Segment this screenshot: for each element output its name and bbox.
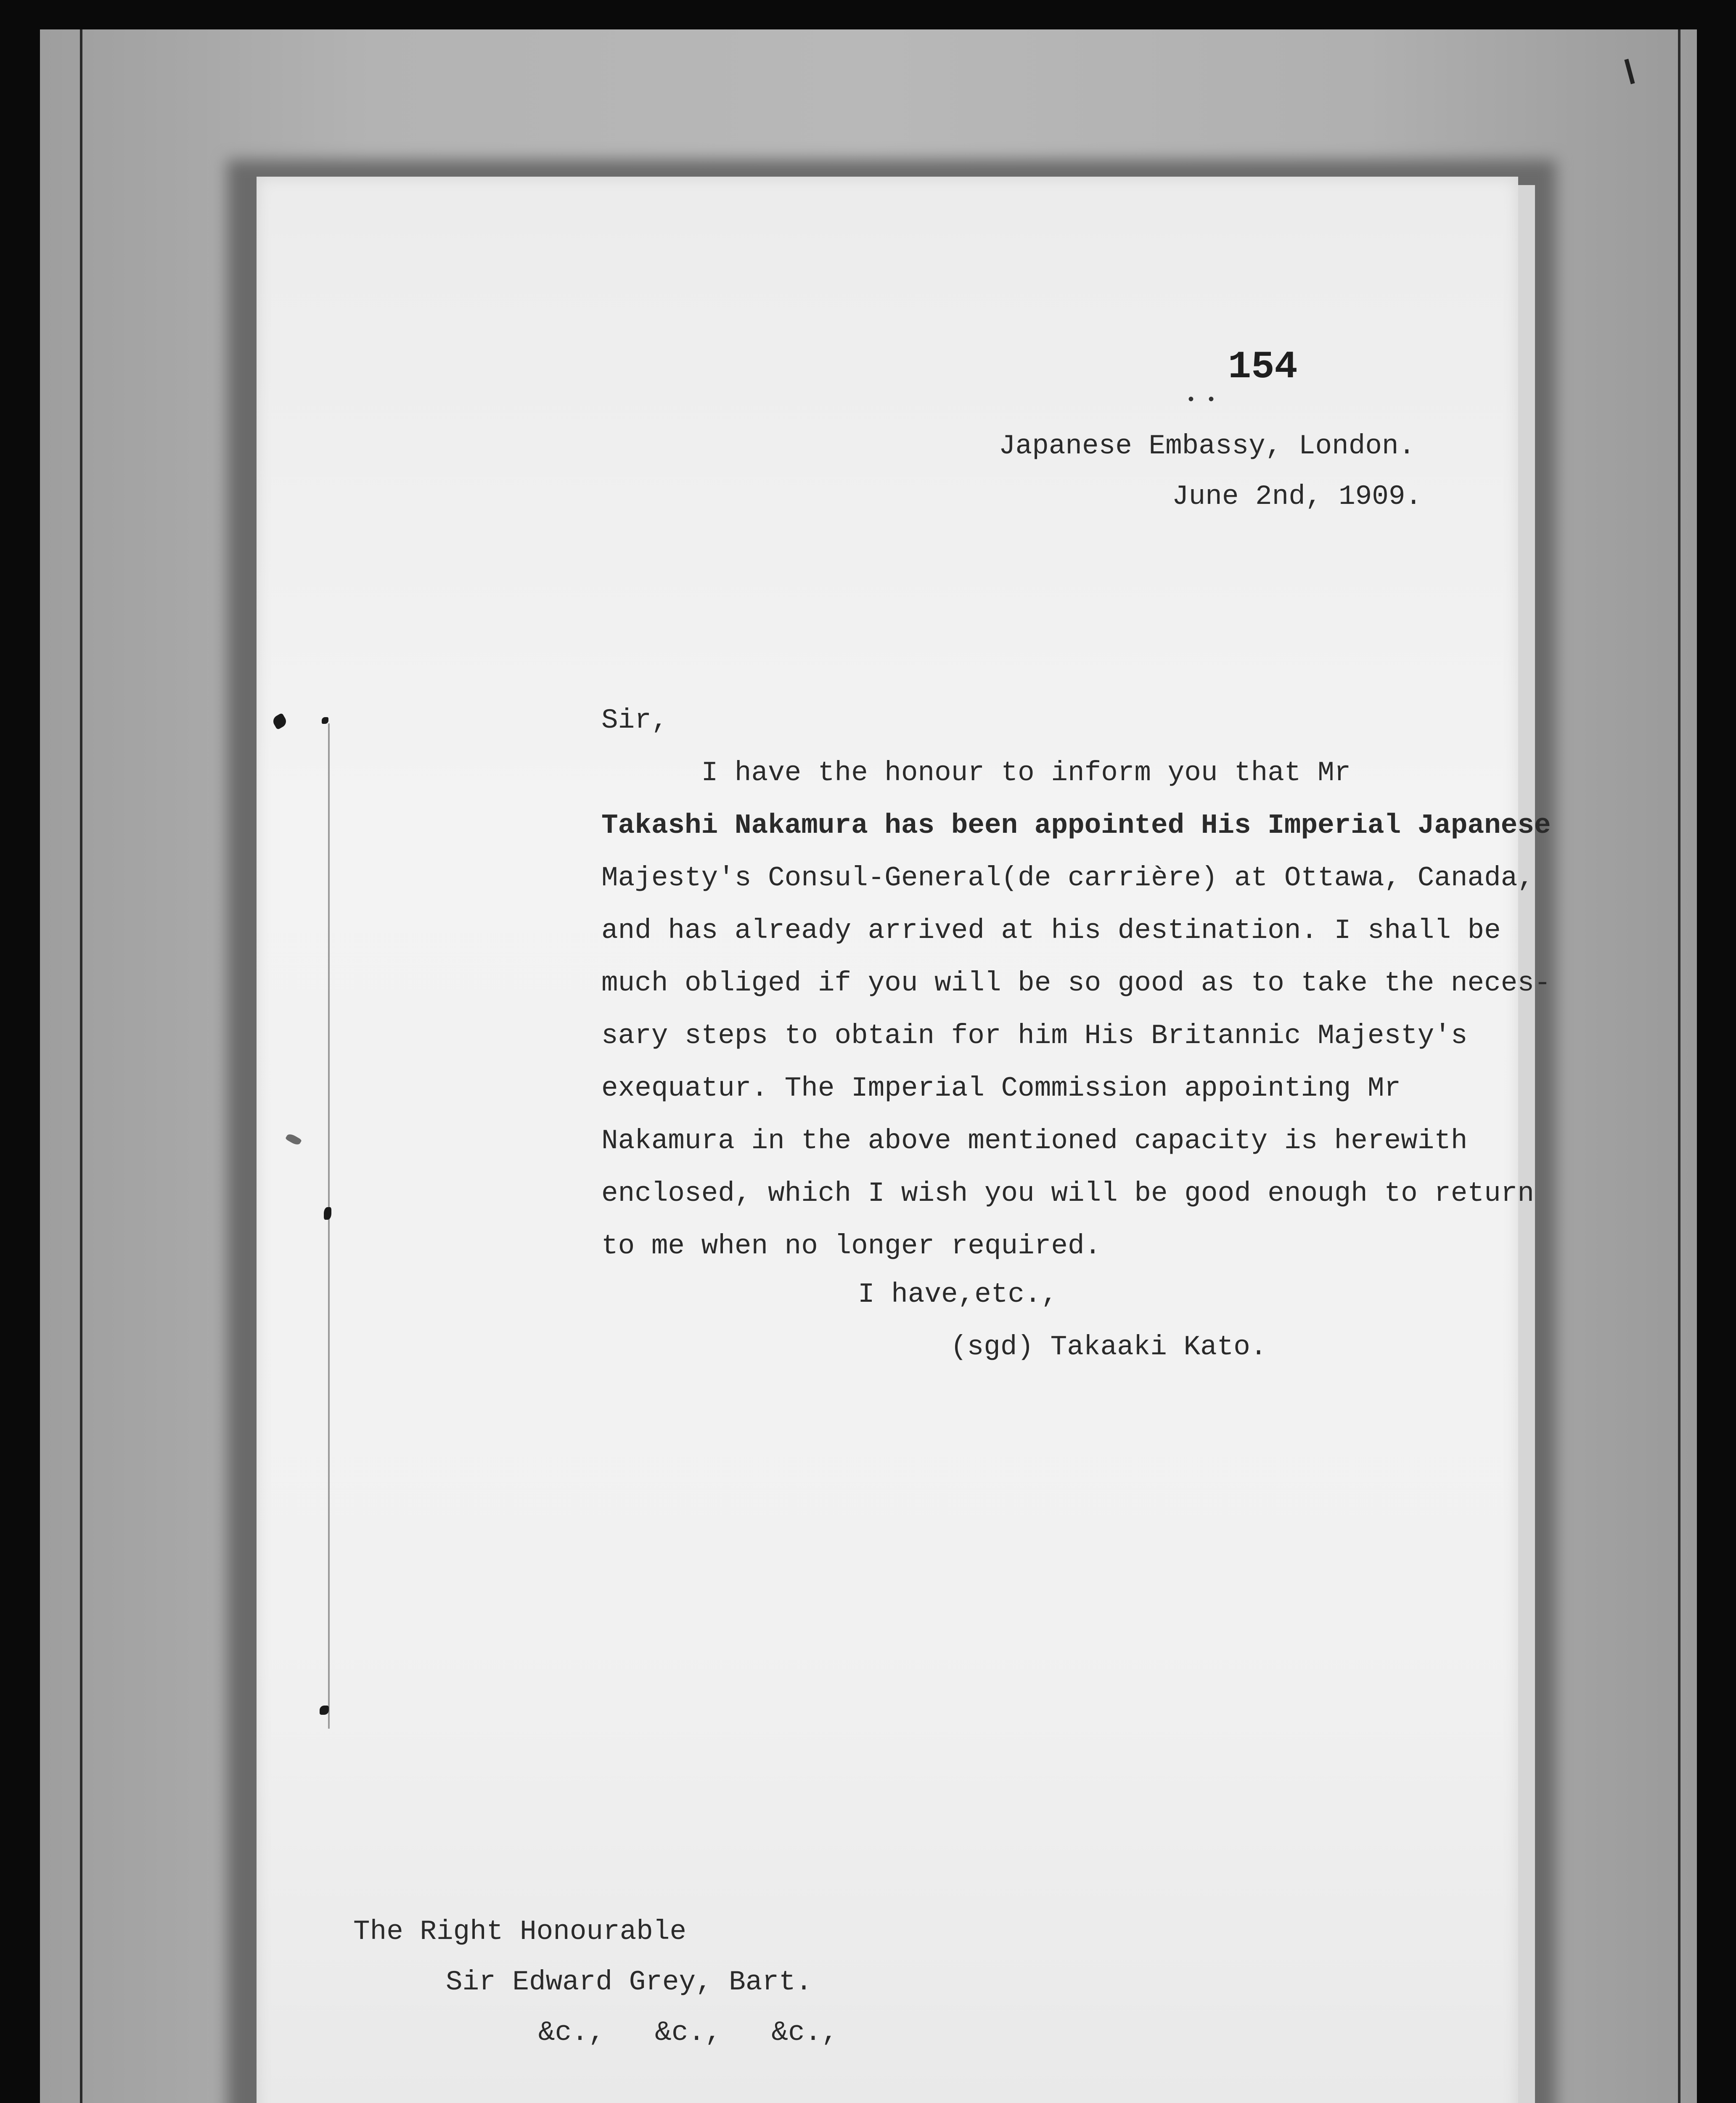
closing-phrase: I have,etc.,	[858, 1279, 1058, 1310]
body-line: Takashi Nakamura has been appointed His Imperial Japanese	[601, 810, 1551, 841]
binding-hole-mark	[324, 1207, 331, 1220]
frame-border-left	[80, 29, 82, 2103]
addressee-line: Sir Edward Grey, Bart.	[446, 1966, 812, 1998]
body-line: I have the honour to inform you that Mr	[601, 757, 1351, 789]
page-edge	[1518, 185, 1535, 2103]
folio-number: 154	[1228, 345, 1298, 389]
letter-date: June 2nd, 1909.	[1172, 481, 1422, 512]
embassy-location: Japanese Embassy, London.	[999, 430, 1416, 462]
signature: (sgd) Takaaki Kato.	[950, 1331, 1267, 1363]
body-line: and has already arrived at his destination. I shall be	[601, 915, 1501, 946]
folio-dots: • •	[1186, 391, 1217, 410]
body-line: Nakamura in the above mentioned capacity is herewith	[601, 1125, 1468, 1157]
binding-hole-mark	[322, 717, 328, 724]
frame-border-right	[1678, 29, 1680, 2103]
body-line: enclosed, which I wish you will be good enough to return	[601, 1178, 1534, 1209]
body-line: exequatur. The Imperial Commission appointing Mr	[601, 1073, 1401, 1104]
addressee-line: The Right Honourable	[353, 1916, 687, 1947]
body-line: much obliged if you will be so good as to take the neces-	[601, 967, 1551, 999]
addressee-line: &c., &c., &c.,	[538, 2017, 838, 2048]
body-line: to me when no longer required.	[601, 1230, 1101, 1262]
binding-hole-mark	[320, 1706, 329, 1715]
body-line: Majesty's Consul-General(de carrière) at Ottawa, Canada,	[601, 862, 1534, 894]
body-line: sary steps to obtain for him His Britannic Majesty's	[601, 1020, 1468, 1052]
salutation: Sir,	[601, 705, 668, 736]
binding-line	[328, 723, 330, 1729]
